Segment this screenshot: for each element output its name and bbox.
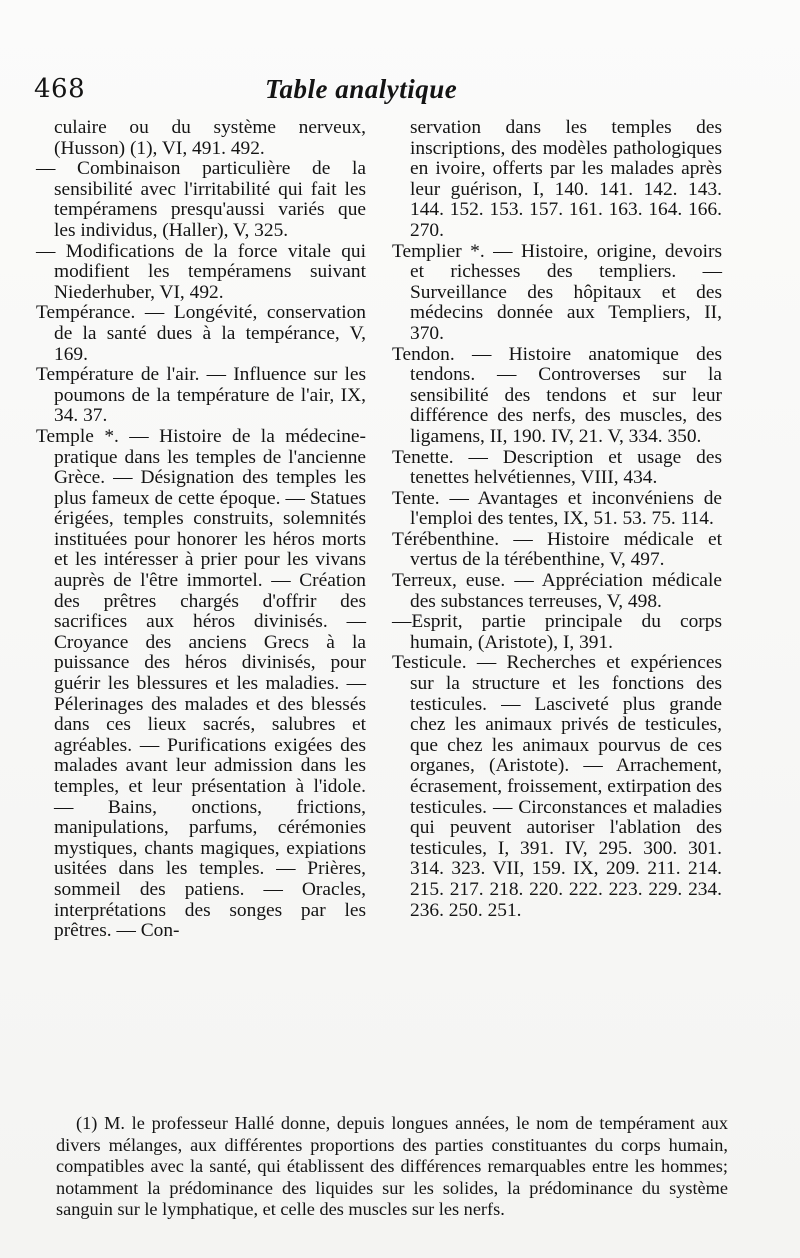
index-entry: Tendon. — Histoire anatomique des tendons. — Controverses sur la sensibilité des tendons et sur leur différence des nerfs, des muscles, des ligamens, II, 190. IV, 21. V, 334. 350. xyxy=(392,343,722,447)
index-entry: — Combinaison particulière de la sensibilité avec l'irritabilité qui fait les tempéramens presqu'aussi variés que les individus, (Haller), V, 325. xyxy=(36,158,366,241)
index-entry: Tente. — Avantages et inconvéniens de l'emploi des tentes, IX, 51. 53. 75. 114. xyxy=(392,487,722,530)
index-entry: Temple *. — Histoire de la médecine-pratique dans les temples de l'ancienne Grèce. — Désignation des temples les plus fameux de cette époque. — Statues érigées, temples construits, solemnités instituées pour honorer les héros morts et les intéresser à prier pour les vivans auprès de l'être immortel. — Création des prêtres chargés d'offrir des sacrifices aux héros divinisés. — Croyance des anciens Grecs à la puissance des héros divinisés, pour guérir les blessures et les maladies. — Pélerinages des malades et des blessés dans ces lieux sacrés, salubres et agréables. — Purifications exigées des malades avant leur admission dans les temples, et leur présentation à l'idole. — Bains, onctions, frictions, manipulations, parfums, cérémonies mystiques, chants magiques, expiations usitées dans les temples. — Prières, sommeil des patiens. — Oracles, interprétations des songes par les prêtres. — Con- xyxy=(36,425,366,942)
index-entry: Testicule. — Recherches et expériences sur la structure et les fonctions des testicules. — Lasciveté plus grande chez les animaux privés de testicules, que chez les animaux pourvus de ces organes, (Aristote). — Arrachement, écrasement, froissement, extirpation des testicules. — Circonstances et maladies qui peuvent autoriser l'ablation des testicules, I, 391. IV, 295. 300. 301. 314. 323. VII, 159. IX, 209. 211. 214. 215. 217. 218. 220. 222. 223. 229. 234. 236. 250. 251. xyxy=(392,652,722,921)
index-entry: servation dans les temples des inscriptions, des modèles pathologiques en ivoire, offerts par les malades après leur guérison, I, 140. 141. 142. 143. 144. 152. 153. 157. 161. 163. 164. 166. 270. xyxy=(410,117,722,241)
index-entry: Tempérance. — Longévité, conservation de la santé dues à la tempérance, V, 169. xyxy=(36,302,366,365)
page-number: 468 xyxy=(34,74,86,104)
index-entry: Température de l'air. — Influence sur les poumons de la température de l'air, IX, 34. 37. xyxy=(36,364,366,427)
page-header xyxy=(30,72,770,112)
index-entry: Templier *. — Histoire, origine, devoirs et richesses des templiers. — Surveillance des hôpitaux et des médecins donnée aux Templiers, II, 370. xyxy=(392,240,722,344)
index-entry: Térébenthine. — Histoire médicale et vertus de la térébenthine, V, 497. xyxy=(392,528,722,571)
right-column xyxy=(392,118,722,921)
index-entry: Tenette. — Description et usage des tenettes helvétiennes, VIII, 434. xyxy=(392,446,722,489)
running-title: Table analytique xyxy=(265,74,458,104)
footnote: (1) M. le professeur Hallé donne, depuis longues années, le nom de tempérament aux divers mélanges, aux différentes proportions des parties constituantes du corps humain, compatibles avec la santé, qui établissent des différences remarquables entre les hommes; notamment la prédominance des liquides sur les solides, la prédominance du système sanguin sur le lymphatique, et celle des muscles sur les nerfs. xyxy=(56,1113,728,1220)
index-entry: Terreux, euse. — Appréciation médicale des substances terreuses, V, 498. xyxy=(392,570,722,612)
index-entry: —Esprit, partie principale du corps humain, (Aristote), I, 391. xyxy=(392,611,722,653)
index-entry: — Modifications de la force vitale qui modifient les tempéramens suivant Niederhuber, VI, 492. xyxy=(36,240,366,303)
index-entry: culaire ou du système nerveux, (Husson) (1), VI, 491. 492. xyxy=(54,117,366,159)
left-column xyxy=(36,118,366,942)
